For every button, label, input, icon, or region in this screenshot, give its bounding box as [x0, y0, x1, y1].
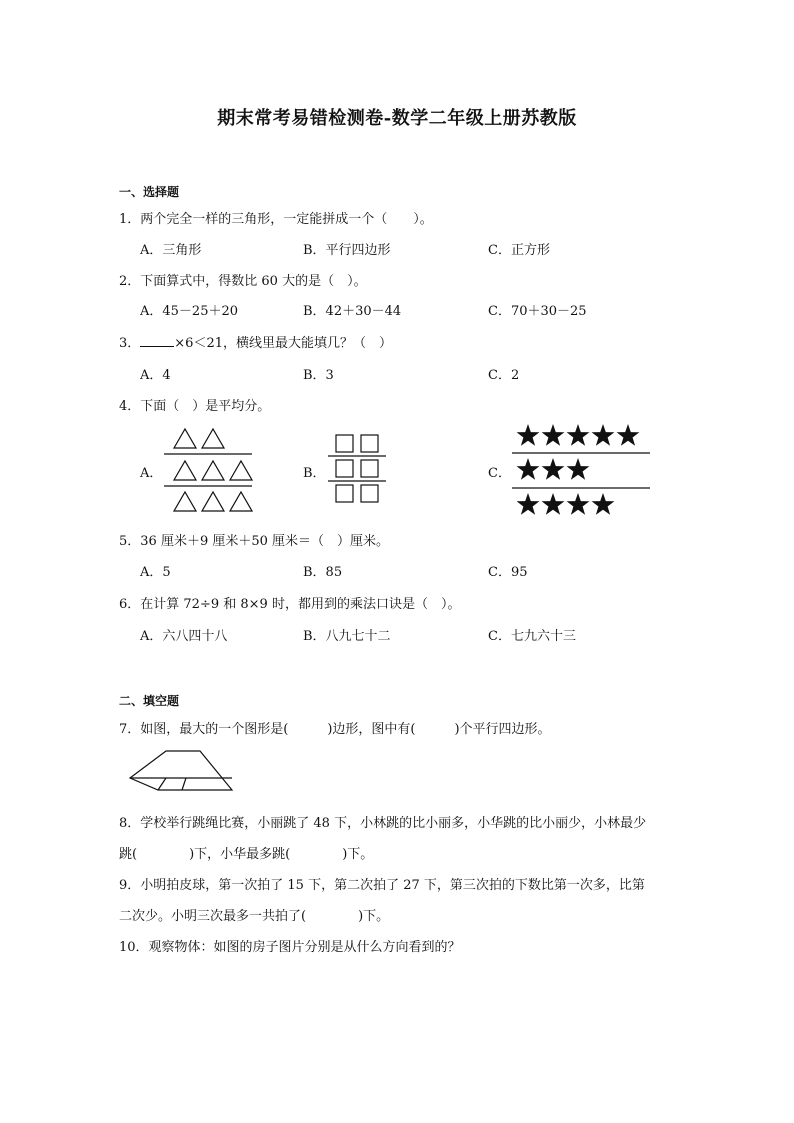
star-icon [542, 493, 565, 515]
star-icon [517, 493, 540, 515]
question-7: 7．如图，最大的一个图形是( )边形，图中有( )个平行四边形。 [119, 722, 551, 737]
q7-trapezoid-figure [128, 748, 234, 794]
inner-line [158, 778, 166, 790]
question-2: 2．下面算式中，得数比 60 大的是（ ）。 [119, 274, 367, 289]
q5-option-a[interactable]: A．5 [140, 565, 171, 580]
section-heading-fill: 二、填空题 [119, 694, 180, 708]
q3-blank-line [140, 335, 174, 347]
q3-number: 3． [119, 336, 141, 351]
question-6: 6．在计算 72÷9 和 8×9 时，都用到的乘法口诀是（ ）。 [119, 597, 461, 612]
triangle-icon [202, 461, 224, 480]
q2-option-c[interactable]: C．70＋30－25 [488, 304, 587, 319]
question-9-line-2: 二次少。小明三次最多一共拍了( )下。 [119, 909, 390, 924]
square-icon [361, 435, 378, 452]
question-10: 10．观察物体：如图的房子图片分别是从什么方向看到的？ [119, 940, 461, 955]
star-icon [592, 493, 615, 515]
star-icon [567, 493, 590, 515]
square-icon [361, 485, 378, 502]
triangle-icon [174, 461, 196, 480]
q4c-stars-figure [510, 420, 652, 522]
square-icon [336, 485, 353, 502]
section-heading-choice: 一、选择题 [119, 185, 180, 199]
page-title: 期末常考易错检测卷-数学二年级上册苏教版 [217, 108, 577, 129]
q4-option-b[interactable]: B． [303, 466, 326, 481]
question-1: 1．两个完全一样的三角形，一定能拼成一个（ ）。 [119, 212, 433, 227]
triangle-icon [202, 492, 224, 511]
q6-option-c[interactable]: C．七九六十三 [488, 629, 576, 644]
triangle-icon [174, 429, 196, 448]
q3-option-b[interactable]: B．3 [303, 368, 334, 383]
question-8-line-1: 8．学校举行跳绳比赛，小丽跳了 48 下，小林跳的比小丽多，小华跳的比小丽少，小林最少 [119, 816, 647, 831]
q1-option-c[interactable]: C．正方形 [488, 243, 550, 258]
star-icon [567, 424, 590, 446]
question-5: 5．36 厘米＋9 厘米＋50 厘米＝（ ）厘米。 [119, 534, 390, 549]
q6-option-b[interactable]: B．八九七十二 [303, 629, 391, 644]
q3-text: ×6＜21，横线里最大能填几？（ ） [174, 336, 392, 351]
question-8-line-2: 跳( )下，小华最多跳( )下。 [119, 847, 374, 862]
square-icon [336, 460, 353, 477]
q3-option-a[interactable]: A．4 [140, 368, 171, 383]
square-icon [361, 460, 378, 477]
q5-option-b[interactable]: B．85 [303, 565, 343, 580]
trapezoid-shape [130, 751, 232, 790]
q1-option-a[interactable]: A．三角形 [140, 243, 202, 258]
q4-option-a[interactable]: A． [140, 466, 163, 481]
q2-option-b[interactable]: B．42＋30－44 [303, 304, 402, 319]
q4a-triangles-figure [164, 424, 256, 516]
star-icon [542, 458, 565, 480]
q5-option-c[interactable]: C．95 [488, 565, 528, 580]
triangle-icon [230, 461, 252, 480]
triangle-icon [202, 429, 224, 448]
star-icon [567, 458, 590, 480]
q3-option-c[interactable]: C．2 [488, 368, 520, 383]
triangle-icon [230, 492, 252, 511]
q1-option-b[interactable]: B．平行四边形 [303, 243, 391, 258]
square-icon [336, 435, 353, 452]
question-3 [119, 332, 392, 351]
q4b-squares-figure [326, 432, 388, 506]
triangle-icon [174, 492, 196, 511]
star-icon [542, 424, 565, 446]
q2-option-a[interactable]: A．45－25＋20 [140, 304, 239, 319]
star-icon [592, 424, 615, 446]
q6-option-a[interactable]: A．六八四十八 [140, 629, 228, 644]
q4-option-c[interactable]: C． [488, 466, 511, 481]
question-4: 4．下面（ ）是平均分。 [119, 399, 271, 414]
star-icon [517, 458, 540, 480]
star-icon [517, 424, 540, 446]
question-9-line-1: 9．小明拍皮球，第一次拍了 15 下，第二次拍了 27 下，第三次拍的下数比第一次多，比第 [119, 878, 645, 893]
inner-line [182, 778, 186, 790]
star-icon [617, 424, 640, 446]
